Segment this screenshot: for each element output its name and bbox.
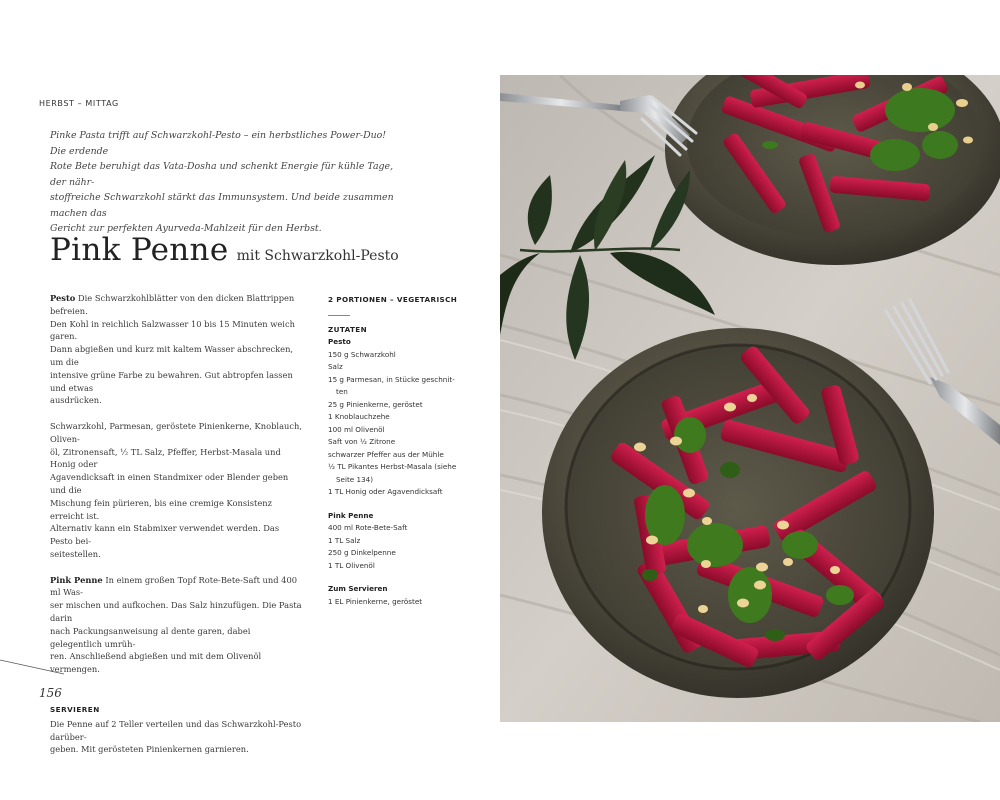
pesto-step bbox=[50, 292, 302, 407]
intro-text bbox=[50, 128, 395, 237]
intro-line: Rote Bete beruhigt das Vata-Dosha und schenkt Energie für kühle Tage, der nähr- bbox=[50, 161, 394, 188]
ingredients bbox=[328, 294, 488, 608]
ingredient-item: 25 g Pinienkerne, geröstet bbox=[328, 399, 423, 409]
ingredient-group-title: Pesto bbox=[328, 337, 351, 346]
pasta-step bbox=[50, 574, 302, 676]
food-photo-illustration bbox=[500, 75, 1000, 722]
pesto-step-2 bbox=[50, 420, 302, 561]
serving-heading: SERVIEREN bbox=[50, 704, 100, 714]
ingredient-item: 15 g Parmesan, in Stücke geschnit- bbox=[328, 374, 455, 384]
ingredient-item: schwarzer Pfeffer aus der Mühle bbox=[328, 449, 444, 459]
intro-line: Pinke Pasta trifft auf Schwarzkohl-Pesto – ein herbstliches Power-Duo! Die erdende bbox=[50, 130, 387, 157]
serving-step bbox=[50, 718, 302, 756]
ingredient-item: 250 g Dinkelpenne bbox=[328, 548, 396, 557]
text-line: Alternativ kann ein Stabmixer verwendet werden. Das Pesto bei- bbox=[50, 523, 280, 547]
decorative-line bbox=[0, 640, 70, 680]
text-line: Die Penne auf 2 Teller verteilen und das Schwarzkohl-Pesto darüber- bbox=[50, 718, 302, 742]
instructions bbox=[50, 292, 302, 756]
recipe-title-sub: mit Schwarzkohl-Pesto bbox=[236, 248, 399, 264]
text-line: Den Kohl in reichlich Salzwasser 10 bis 15 Minuten weich garen. bbox=[50, 318, 295, 342]
ingredient-item: 400 ml Rote-Bete-Saft bbox=[328, 523, 408, 532]
ingredient-item: 1 TL Salz bbox=[328, 535, 361, 545]
page-number: 156 bbox=[39, 686, 62, 700]
pasta-label: Pink Penne bbox=[50, 574, 103, 585]
ingredient-item: 100 ml Olivenöl bbox=[328, 424, 385, 434]
bottom-bowl bbox=[542, 328, 934, 698]
pesto-label: Pesto bbox=[50, 293, 76, 303]
text-line: nach Packungsanweisung al dente garen, dabei gelegentlich umrüh- bbox=[50, 625, 251, 649]
text-line: Die Schwarzkohlblätter von den dicken Blattrippen befreien. bbox=[50, 293, 295, 316]
ingredient-item: 1 Knoblauchzehe bbox=[328, 412, 390, 421]
intro-line: Gericht zur perfekten Ayurveda-Mahlzeit für den Herbst. bbox=[50, 223, 322, 234]
text-line: geben. Mit gerösteten Pinienkernen garnieren. bbox=[50, 744, 249, 755]
text-line: seitestellen. bbox=[50, 548, 101, 559]
ingredient-group-title: Pink Penne bbox=[328, 510, 374, 520]
text-line: Schwarzkohl, Parmesan, geröstete Pinienkerne, Knoblauch, Oliven- bbox=[50, 420, 302, 444]
text-line: Dann abgießen und kurz mit kaltem Wasser abschrecken, um die bbox=[50, 344, 294, 367]
ingredients-heading: ZUTATEN bbox=[328, 324, 368, 334]
text-line: ren. Anschließend abgießen und mit dem Olivenöl vermengen. bbox=[50, 651, 262, 675]
ingredient-item: Saft von ½ Zitrone bbox=[328, 437, 396, 446]
recipe-title bbox=[50, 232, 399, 268]
text-line: Agavendicksaft in einen Standmixer oder Blender geben und die bbox=[50, 472, 289, 495]
ingredient-item: 1 TL Olivenöl bbox=[328, 560, 375, 570]
text-line: In einem großen Topf Rote-Bete-Saft und 400 ml Was- bbox=[50, 574, 298, 598]
intro-line: stoffreiche Schwarzkohl stärkt das Immunsystem. Und beide zusammen machen das bbox=[50, 192, 394, 219]
text-line: intensive grüne Farbe zu bewahren. Gut abtropfen lassen und etwas bbox=[50, 369, 293, 393]
ingredient-item: 1 TL Honig oder Agavendicksaft bbox=[328, 487, 443, 496]
text-line: ausdrücken. bbox=[50, 395, 102, 406]
text-line: ser mischen und aufkochen. Das Salz hinzufügen. Die Pasta darin bbox=[50, 600, 302, 623]
divider bbox=[328, 315, 350, 316]
portions-label: 2 PORTIONEN – VEGETARISCH bbox=[328, 295, 458, 304]
ingredient-item: ½ TL Pikantes Herbst-Masala (siehe bbox=[328, 462, 457, 471]
ingredient-item: 150 g Schwarzkohl bbox=[328, 349, 396, 359]
ingredient-item: Seite 134) bbox=[336, 474, 374, 484]
ingredient-item: 1 EL Pinienkerne, geröstet bbox=[328, 596, 423, 606]
ingredient-group-title: Zum Servieren bbox=[328, 584, 388, 593]
ingredient-item: Salz bbox=[328, 362, 343, 371]
food-photo bbox=[500, 75, 1000, 722]
text-line: Mischung fein pürieren, bis eine cremige Konsistenz erreicht ist. bbox=[50, 497, 272, 521]
recipe-title-main: Pink Penne bbox=[50, 232, 229, 268]
text-line: öl, Zitronensaft, ½ TL Salz, Pfeffer, Herbst-Masala und Honig oder bbox=[50, 446, 281, 470]
ingredient-item: ten bbox=[336, 387, 348, 396]
section-tag: HERBST – MITTAG bbox=[39, 99, 119, 108]
